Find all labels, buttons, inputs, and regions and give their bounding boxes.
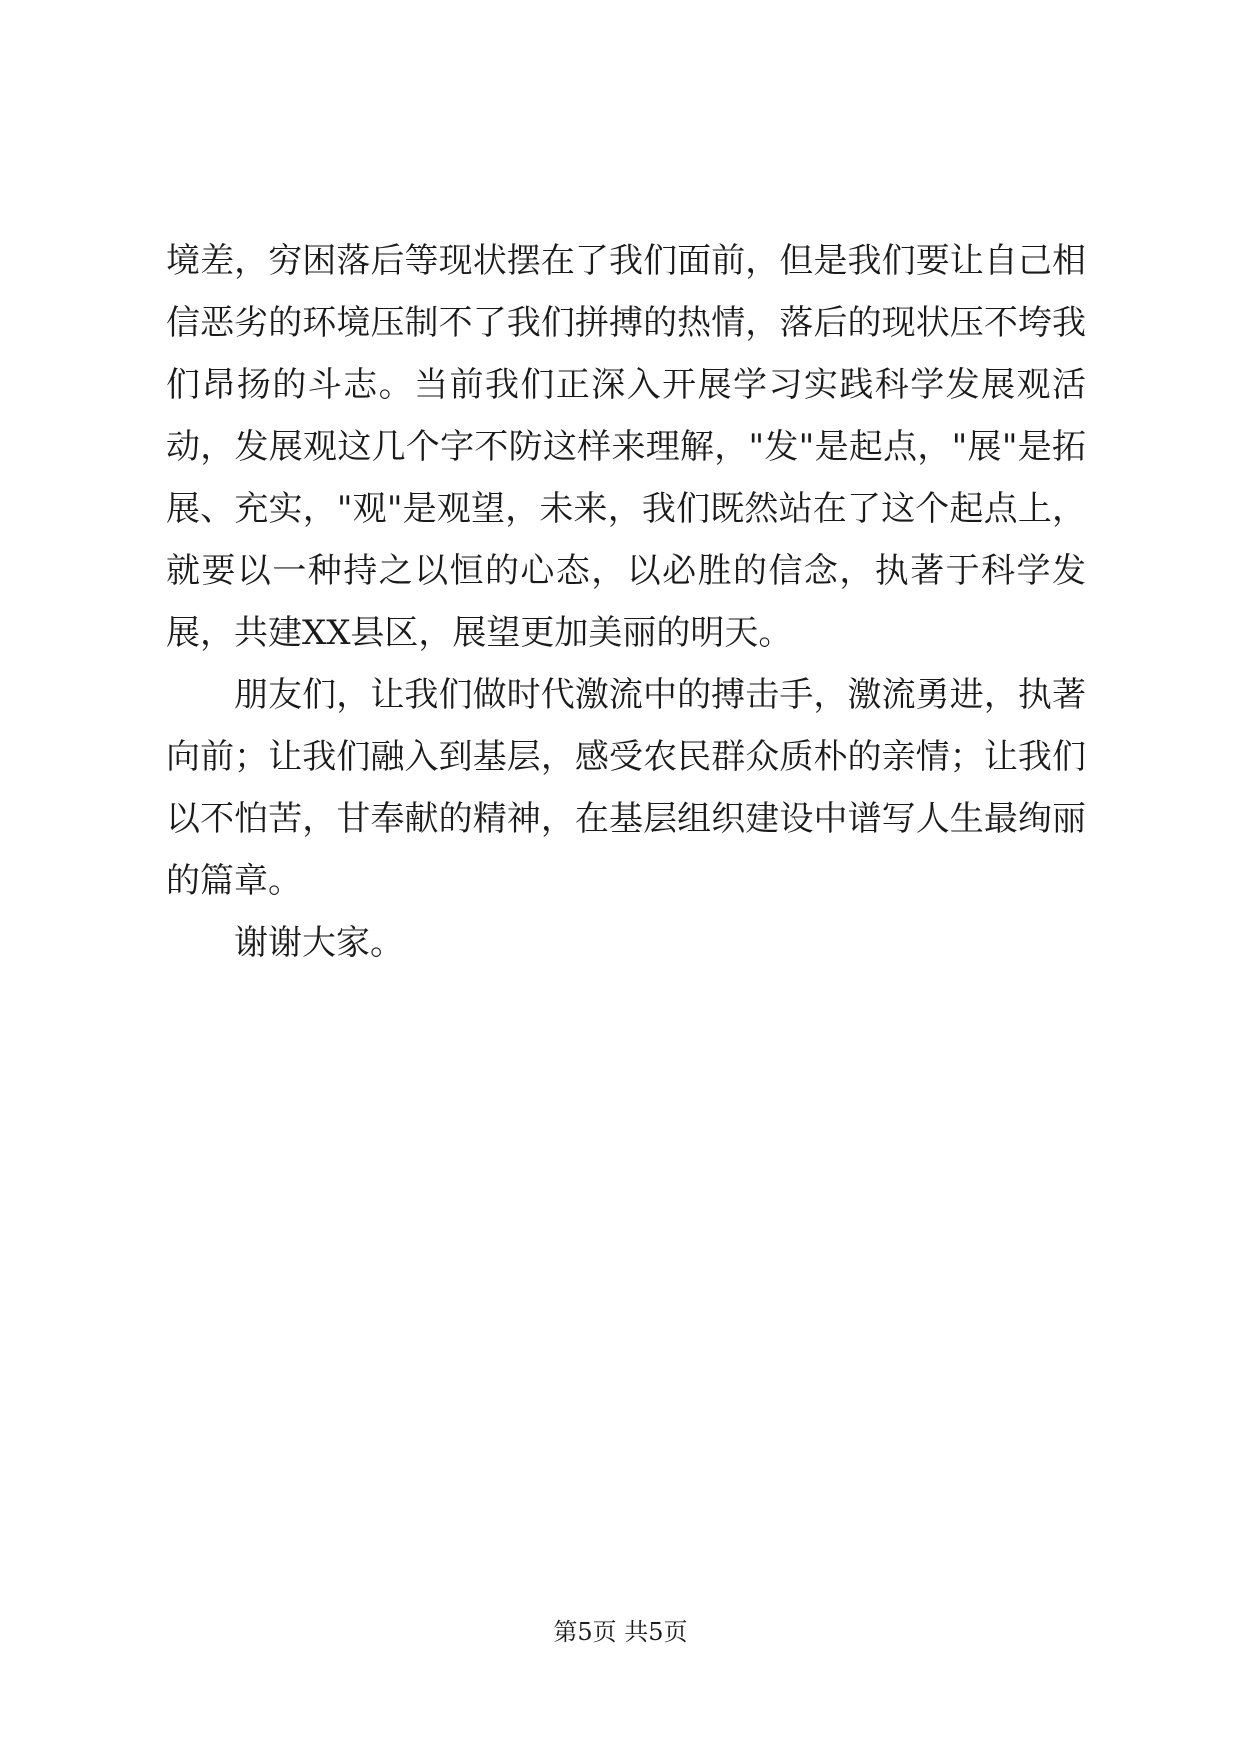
paragraph-thanks: 谢谢大家。	[234, 923, 404, 963]
document-body	[166, 230, 1086, 974]
paragraph-call-to-action: 朋友们，让我们做时代激流中的搏击手，激流勇进，执著向前；让我们融入到基层，感受农民群众质朴的亲情；让我们以不怕苦，甘奉献的精神，在基层组织建设中谱写人生最绚丽的篇章。	[166, 675, 1086, 901]
paragraph-continuation: 境差，穷困落后等现状摆在了我们面前，但是我们要让自己相信恶劣的环境压制不了我们拼搏的热情，落后的现状压不垮我们昂扬的斗志。当前我们正深入开展学习实践科学发展观活动，发展观这几个字不防这样来理解，"发"是起点，"展"是拓展、充实，"观"是观望，未来，我们既然站在了这个起点上，就要以一种持之以恒的心态，以必胜的信念，执著于科学发展，共建XX县区，展望更加美丽的明天。	[166, 241, 1086, 653]
page-number-footer: 第5页 共5页	[553, 1618, 688, 1646]
